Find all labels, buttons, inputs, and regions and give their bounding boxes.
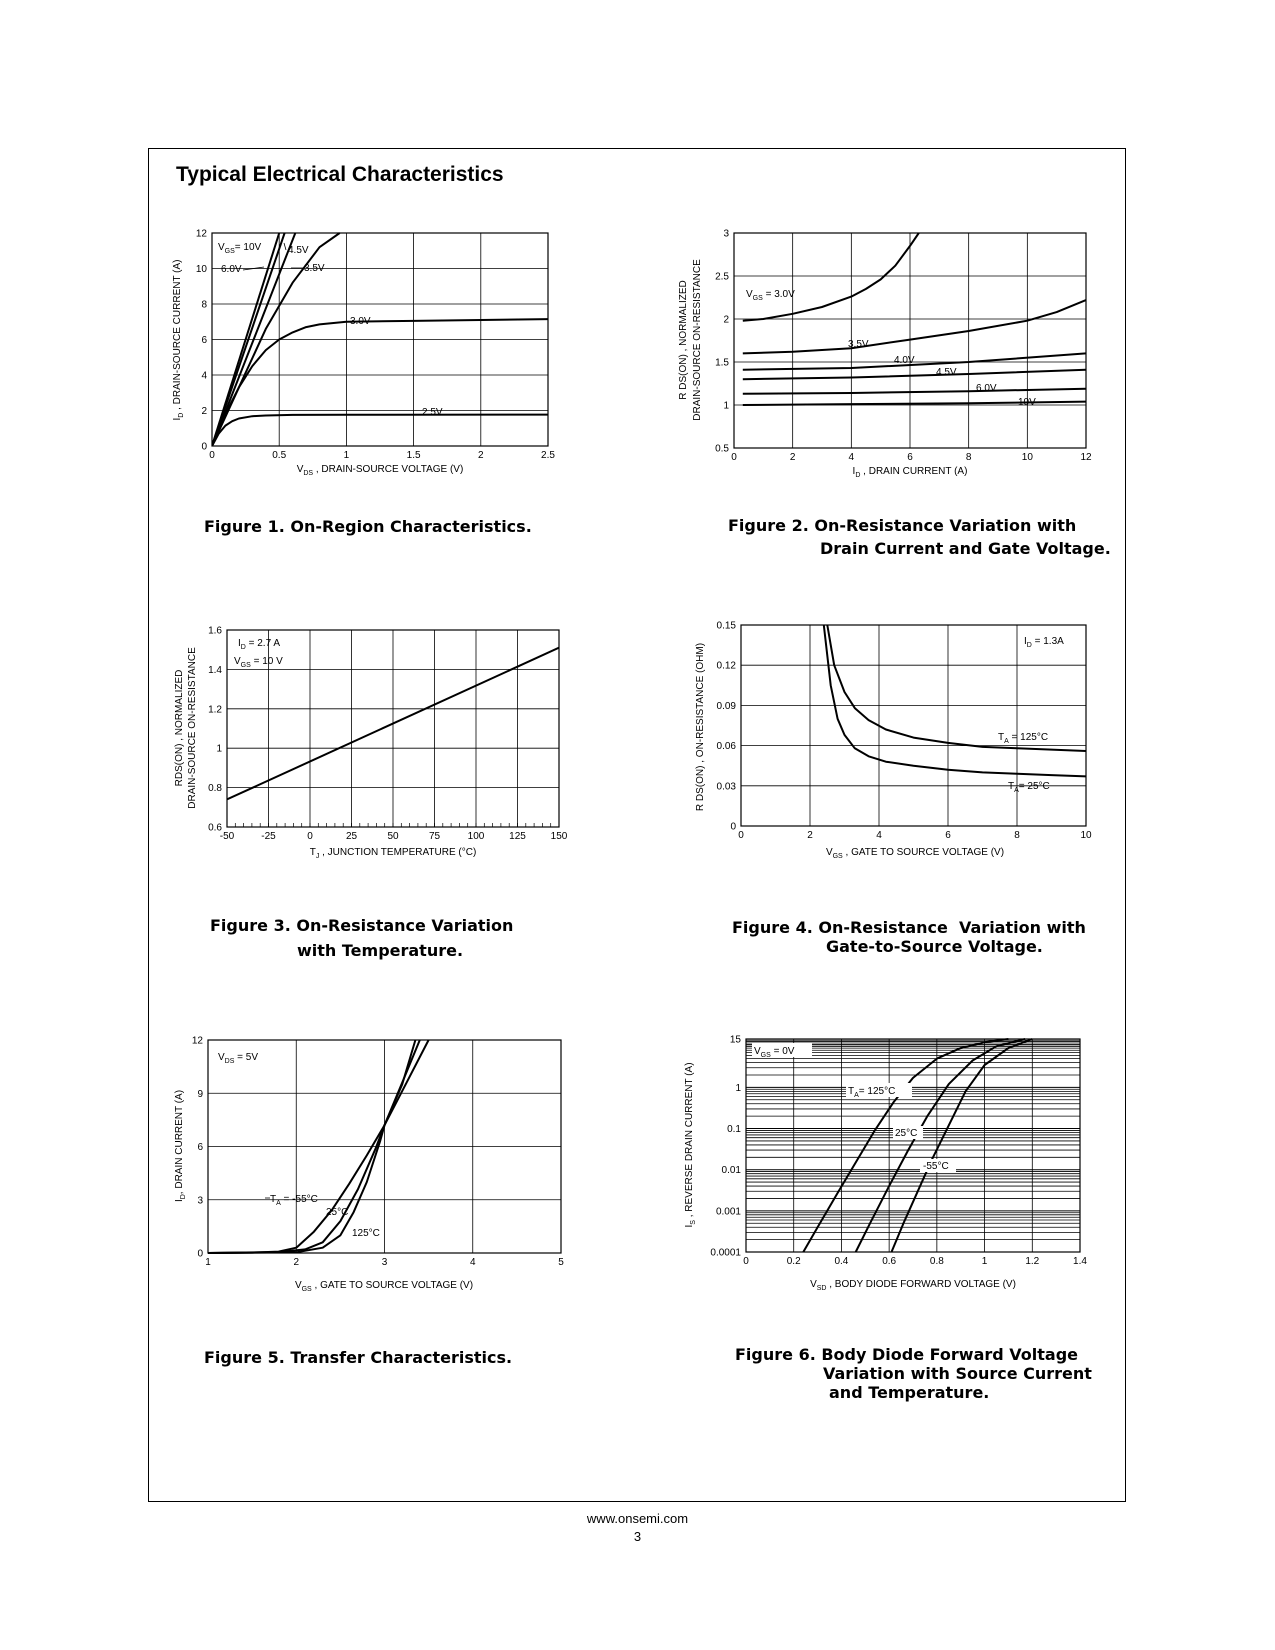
footer-url: www.onsemi.com bbox=[586, 1511, 689, 1526]
figure-2-chart bbox=[670, 215, 1100, 485]
fig4-series bbox=[824, 625, 1086, 776]
fig2-xtick-label-5: 10 bbox=[1021, 452, 1033, 463]
fig1-xtick-label-0: 0 bbox=[209, 450, 215, 461]
fig5-xtick-label-4: 5 bbox=[558, 1257, 564, 1268]
fig3-ylabel-1: RDS(ON) , NORMALIZED bbox=[174, 669, 185, 787]
fig2-xtick-label-4: 8 bbox=[965, 452, 972, 463]
fig3-ytick-label-2: 1 bbox=[216, 743, 222, 755]
figure-1-chart bbox=[166, 215, 556, 485]
fig1-annot-6v: 6.0V bbox=[221, 264, 242, 275]
fig4-ytick-label-4: 0.12 bbox=[716, 660, 736, 672]
fig6-xlabel: $V_{SD}$ , BODY DIODE FORWARD VOLTAGE (V) bbox=[810, 1279, 1016, 1292]
fig5-ytick-label-3: 9 bbox=[197, 1088, 203, 1100]
fig6-xtick-label-2: 0.4 bbox=[834, 1256, 849, 1267]
fig2-annot-35v: 3.5V bbox=[848, 339, 869, 350]
fig5-xtick-label-3: 4 bbox=[469, 1257, 476, 1268]
fig1-xtick-label-1: 0.5 bbox=[272, 450, 287, 461]
fig6-annot-125: $T_A= 125^\circ C$ bbox=[848, 1086, 896, 1099]
fig5-xlabel: $V_{GS}$ , GATE TO SOURCE VOLTAGE (V) bbox=[294, 1280, 474, 1293]
figure-1-caption bbox=[204, 517, 532, 536]
fig6-ytick-label-0: 0.0001 bbox=[710, 1247, 741, 1259]
fig3-caption-line-2: with Temperature. bbox=[297, 941, 464, 960]
fig1-ticks bbox=[196, 229, 556, 462]
fig3-annot-vgs: $V_{GS} = 10$ V bbox=[234, 656, 283, 669]
fig1-caption-line: Figure 1. On-Region Characteristics. bbox=[204, 517, 532, 536]
fig1-xtick-label-4: 2 bbox=[478, 450, 484, 461]
fig2-series-line-3 bbox=[743, 370, 1086, 380]
fig6-ytick-label-4: 1 bbox=[735, 1082, 741, 1094]
figure-5-caption bbox=[204, 1348, 512, 1367]
fig2-ylabel-2: DRAIN-SOURCE ON-RESISTANCE bbox=[692, 259, 703, 421]
fig1-xlabel: $V_{DS}$ , DRAIN-SOURCE VOLTAGE (V) bbox=[296, 464, 464, 477]
fig6-xtick-label-6: 1.2 bbox=[1025, 1256, 1040, 1267]
fig1-ytick-label-3: 6 bbox=[201, 335, 207, 346]
fig6-caption-line-3: and Temperature. bbox=[829, 1383, 990, 1402]
fig3-ytick-label-4: 1.4 bbox=[208, 664, 222, 676]
fig6-ytick-label-5: 15 bbox=[729, 1034, 741, 1046]
fig5-xtick-label-1: 2 bbox=[293, 1257, 300, 1268]
fig4-ytick-label-1: 0.03 bbox=[716, 781, 736, 793]
fig4-series-line-1 bbox=[824, 625, 1086, 776]
fig1-annot-30v: 3.0V bbox=[350, 316, 371, 327]
fig4-ylabel: R DS(ON) , ON-RESISTANCE (OHM) bbox=[695, 642, 706, 812]
fig1-leader-45v bbox=[284, 243, 286, 250]
fig6-caption-line-1: Figure 6. Body Diode Forward Voltage bbox=[735, 1345, 1079, 1364]
fig2-ylabel-1: R DS(ON) , NORMALIZED bbox=[678, 280, 689, 400]
fig1-annot-vgs10: $V_{GS}= 10V$ bbox=[218, 242, 262, 255]
fig6-xtick-label-1: 0.2 bbox=[786, 1256, 801, 1267]
fig1-ytick-label-2: 4 bbox=[201, 370, 207, 382]
fig4-xtick-label-1: 2 bbox=[807, 830, 813, 841]
fig4-plot-frame bbox=[741, 625, 1086, 826]
fig3-annotations bbox=[234, 638, 283, 669]
fig1-ytick-label-0: 0 bbox=[201, 441, 207, 453]
fig3-xtick-label-5: 75 bbox=[428, 831, 441, 842]
fig1-ytick-label-5: 10 bbox=[195, 264, 207, 275]
figure-6-chart bbox=[680, 1025, 1100, 1305]
fig5-grid bbox=[208, 1040, 561, 1253]
fig3-xlabel: $T_J$ , JUNCTION TEMPERATURE (°C) bbox=[309, 847, 477, 860]
figure-2-caption bbox=[728, 516, 1111, 558]
fig2-series-line-0 bbox=[743, 233, 919, 321]
fig6-xtick-label-3: 0.6 bbox=[882, 1256, 897, 1267]
fig2-ytick-label-0: 0.5 bbox=[715, 443, 729, 455]
fig6-xtick-label-7: 1.4 bbox=[1073, 1256, 1087, 1267]
fig1-annot-25v: 2.5V bbox=[422, 407, 443, 418]
fig1-xtick-label-3: 1.5 bbox=[406, 450, 421, 461]
fig6-caption-line-2: Variation with Source Current bbox=[823, 1364, 1092, 1383]
fig6-annot-25: 25°C bbox=[895, 1128, 918, 1139]
fig5-caption-line: Figure 5. Transfer Characteristics. bbox=[204, 1348, 513, 1367]
fig5-ytick-label-2: 6 bbox=[197, 1142, 203, 1153]
fig6-xtick-label-4: 0.8 bbox=[929, 1256, 944, 1267]
fig3-ytick-label-3: 1.2 bbox=[208, 704, 222, 716]
fig4-xlabel: $V_{GS}$ , GATE TO SOURCE VOLTAGE (V) bbox=[825, 847, 1005, 860]
fig6-annot-m55: -55°C bbox=[923, 1161, 949, 1172]
fig2-ytick-label-1: 1 bbox=[723, 400, 729, 412]
fig6-ytick-label-2: 0.01 bbox=[721, 1165, 741, 1177]
fig5-ylabel: $I_D$, DRAIN CURRENT (A) bbox=[174, 1089, 187, 1203]
page-number: 3 bbox=[633, 1529, 642, 1544]
fig3-xtick-label-0: -50 bbox=[219, 831, 235, 842]
fig5-annot-25: 25°C bbox=[326, 1207, 349, 1218]
fig2-xtick-label-3: 6 bbox=[907, 452, 913, 463]
fig2-annot-10v: 10V bbox=[1018, 397, 1036, 408]
fig4-annot-id: $I_D = 1.3A$ bbox=[1024, 636, 1064, 649]
fig2-annot-vgs3: $V_{GS} = 3.0V$ bbox=[746, 289, 795, 302]
fig5-ytick-label-1: 3 bbox=[197, 1195, 203, 1207]
fig1-ytick-label-6: 12 bbox=[195, 228, 207, 240]
fig2-ytick-label-2: 1.5 bbox=[715, 357, 729, 369]
fig1-annotations bbox=[218, 242, 443, 463]
fig4-ytick-label-5: 0.15 bbox=[716, 620, 736, 632]
fig4-grid bbox=[741, 625, 1086, 826]
fig1-annot-45v: 4.5V bbox=[288, 245, 309, 256]
page-title: Typical Electrical Characteristics bbox=[176, 163, 504, 186]
fig1-xtick-label-2: 1 bbox=[343, 450, 350, 461]
fig6-ytick-label-1: 0.001 bbox=[715, 1206, 741, 1218]
fig2-caption-line-1: Figure 2. On-Resistance Variation with bbox=[728, 516, 1077, 535]
fig5-annotations bbox=[218, 1052, 380, 1239]
fig3-ylabel-2: DRAIN-SOURCE ON-RESISTANCE bbox=[187, 647, 198, 809]
fig2-annot-6v: 6.0V bbox=[976, 383, 997, 394]
fig1-ylabel: $I_D$ , DRAIN-SOURCE CURRENT (A) bbox=[172, 259, 185, 421]
fig4-xtick-label-2: 4 bbox=[876, 830, 882, 841]
fig1-annot-35v: 3.5V bbox=[304, 263, 325, 274]
fig2-xlabel: $I_D$ , DRAIN CURRENT (A) bbox=[852, 466, 968, 479]
fig2-xtick-label-6: 12 bbox=[1080, 452, 1092, 463]
fig4-ytick-label-0: 0 bbox=[730, 821, 736, 833]
fig6-xtick-label-5: 1 bbox=[981, 1256, 988, 1267]
fig1-ytick-label-4: 8 bbox=[201, 299, 207, 311]
fig4-caption-line-2: Gate-to-Source Voltage. bbox=[826, 937, 1043, 956]
figure-4-caption bbox=[732, 918, 1086, 956]
fig5-xtick-label-2: 3 bbox=[381, 1257, 388, 1268]
fig5-ytick-label-0: 0 bbox=[197, 1248, 203, 1260]
fig3-xtick-label-6: 100 bbox=[467, 831, 485, 842]
fig2-caption-line-2: Drain Current and Gate Voltage. bbox=[820, 539, 1111, 558]
fig3-xtick-label-3: 25 bbox=[345, 831, 358, 842]
fig3-xtick-label-8: 150 bbox=[550, 831, 568, 842]
fig2-xtick-label-1: 2 bbox=[789, 452, 796, 463]
figure-4-chart bbox=[680, 615, 1100, 865]
fig2-annot-45v: 4.5V bbox=[936, 367, 957, 378]
fig3-xtick-label-7: 125 bbox=[509, 831, 526, 842]
fig4-xtick-label-5: 10 bbox=[1080, 830, 1092, 841]
fig3-xtick-label-2: 0 bbox=[307, 831, 313, 842]
fig2-annotations bbox=[746, 289, 1036, 408]
fig5-ytick-label-4: 12 bbox=[191, 1035, 203, 1047]
fig1-xtick-label-5: 2.5 bbox=[541, 450, 555, 461]
fig6-xtick-label-0: 0 bbox=[743, 1256, 749, 1267]
figure-6-caption bbox=[735, 1345, 1092, 1402]
fig1-ytick-label-1: 2 bbox=[201, 406, 207, 417]
fig2-series-line-1 bbox=[743, 300, 1086, 353]
fig5-annot-m55: $T_A = -55^\circ C$ bbox=[270, 1194, 318, 1207]
fig4-annot-25: $T_A= 25^\circ C$ bbox=[1008, 781, 1050, 794]
fig3-xtick-label-4: 50 bbox=[387, 831, 399, 842]
fig3-ytick-label-1: 0.8 bbox=[208, 783, 222, 795]
fig4-xtick-label-0: 0 bbox=[738, 830, 744, 841]
fig3-annot-id: $I_D = 2.7$ A bbox=[238, 638, 281, 651]
fig4-ytick-label-2: 0.06 bbox=[716, 741, 736, 753]
fig6-annot-vgs: $V_{GS} = 0V$ bbox=[754, 1046, 795, 1059]
fig2-xtick-label-0: 0 bbox=[731, 452, 737, 463]
fig1-series-line-5 bbox=[212, 415, 548, 446]
figure-3-chart bbox=[176, 615, 566, 865]
fig4-xtick-label-4: 8 bbox=[1014, 830, 1020, 841]
fig2-series-line-4 bbox=[743, 389, 1086, 394]
fig6-ylabel: $I_S$ , REVERSE DRAIN CURRENT (A) bbox=[684, 1062, 697, 1228]
fig2-ytick-label-5: 3 bbox=[723, 228, 729, 240]
fig5-annot-125: 125°C bbox=[352, 1228, 380, 1239]
figure-5-chart bbox=[170, 1030, 570, 1300]
fig4-ytick-label-3: 0.09 bbox=[716, 700, 736, 712]
fig4-caption-line-1: Figure 4. On-Resistance Variation with bbox=[732, 918, 1086, 937]
fig3-caption-line-1: Figure 3. On-Resistance Variation bbox=[210, 916, 514, 935]
figure-3-caption bbox=[210, 916, 513, 960]
fig6-ytick-label-3: 0.1 bbox=[727, 1124, 741, 1136]
fig3-ytick-label-0: 0.6 bbox=[208, 822, 222, 834]
fig4-annot-125: $T_A = 125^\circ C$ bbox=[998, 732, 1049, 745]
fig2-ticks bbox=[715, 229, 1092, 464]
fig6-grid bbox=[746, 1039, 1080, 1252]
fig5-xtick-label-0: 1 bbox=[205, 1257, 211, 1268]
fig4-annotations bbox=[998, 636, 1064, 794]
fig2-annot-40v: 4.0V bbox=[894, 355, 915, 366]
fig4-ticks bbox=[717, 621, 1092, 842]
fig2-xtick-label-2: 4 bbox=[848, 452, 855, 463]
fig4-xtick-label-3: 6 bbox=[945, 830, 951, 841]
fig3-xtick-label-1: -25 bbox=[261, 831, 276, 842]
fig2-ytick-label-4: 2.5 bbox=[715, 271, 729, 283]
fig3-ytick-label-5: 1.6 bbox=[208, 625, 222, 637]
fig5-annot-vds: $V_{DS} = 5V$ bbox=[218, 1052, 259, 1065]
fig2-ytick-label-3: 2 bbox=[723, 314, 729, 326]
